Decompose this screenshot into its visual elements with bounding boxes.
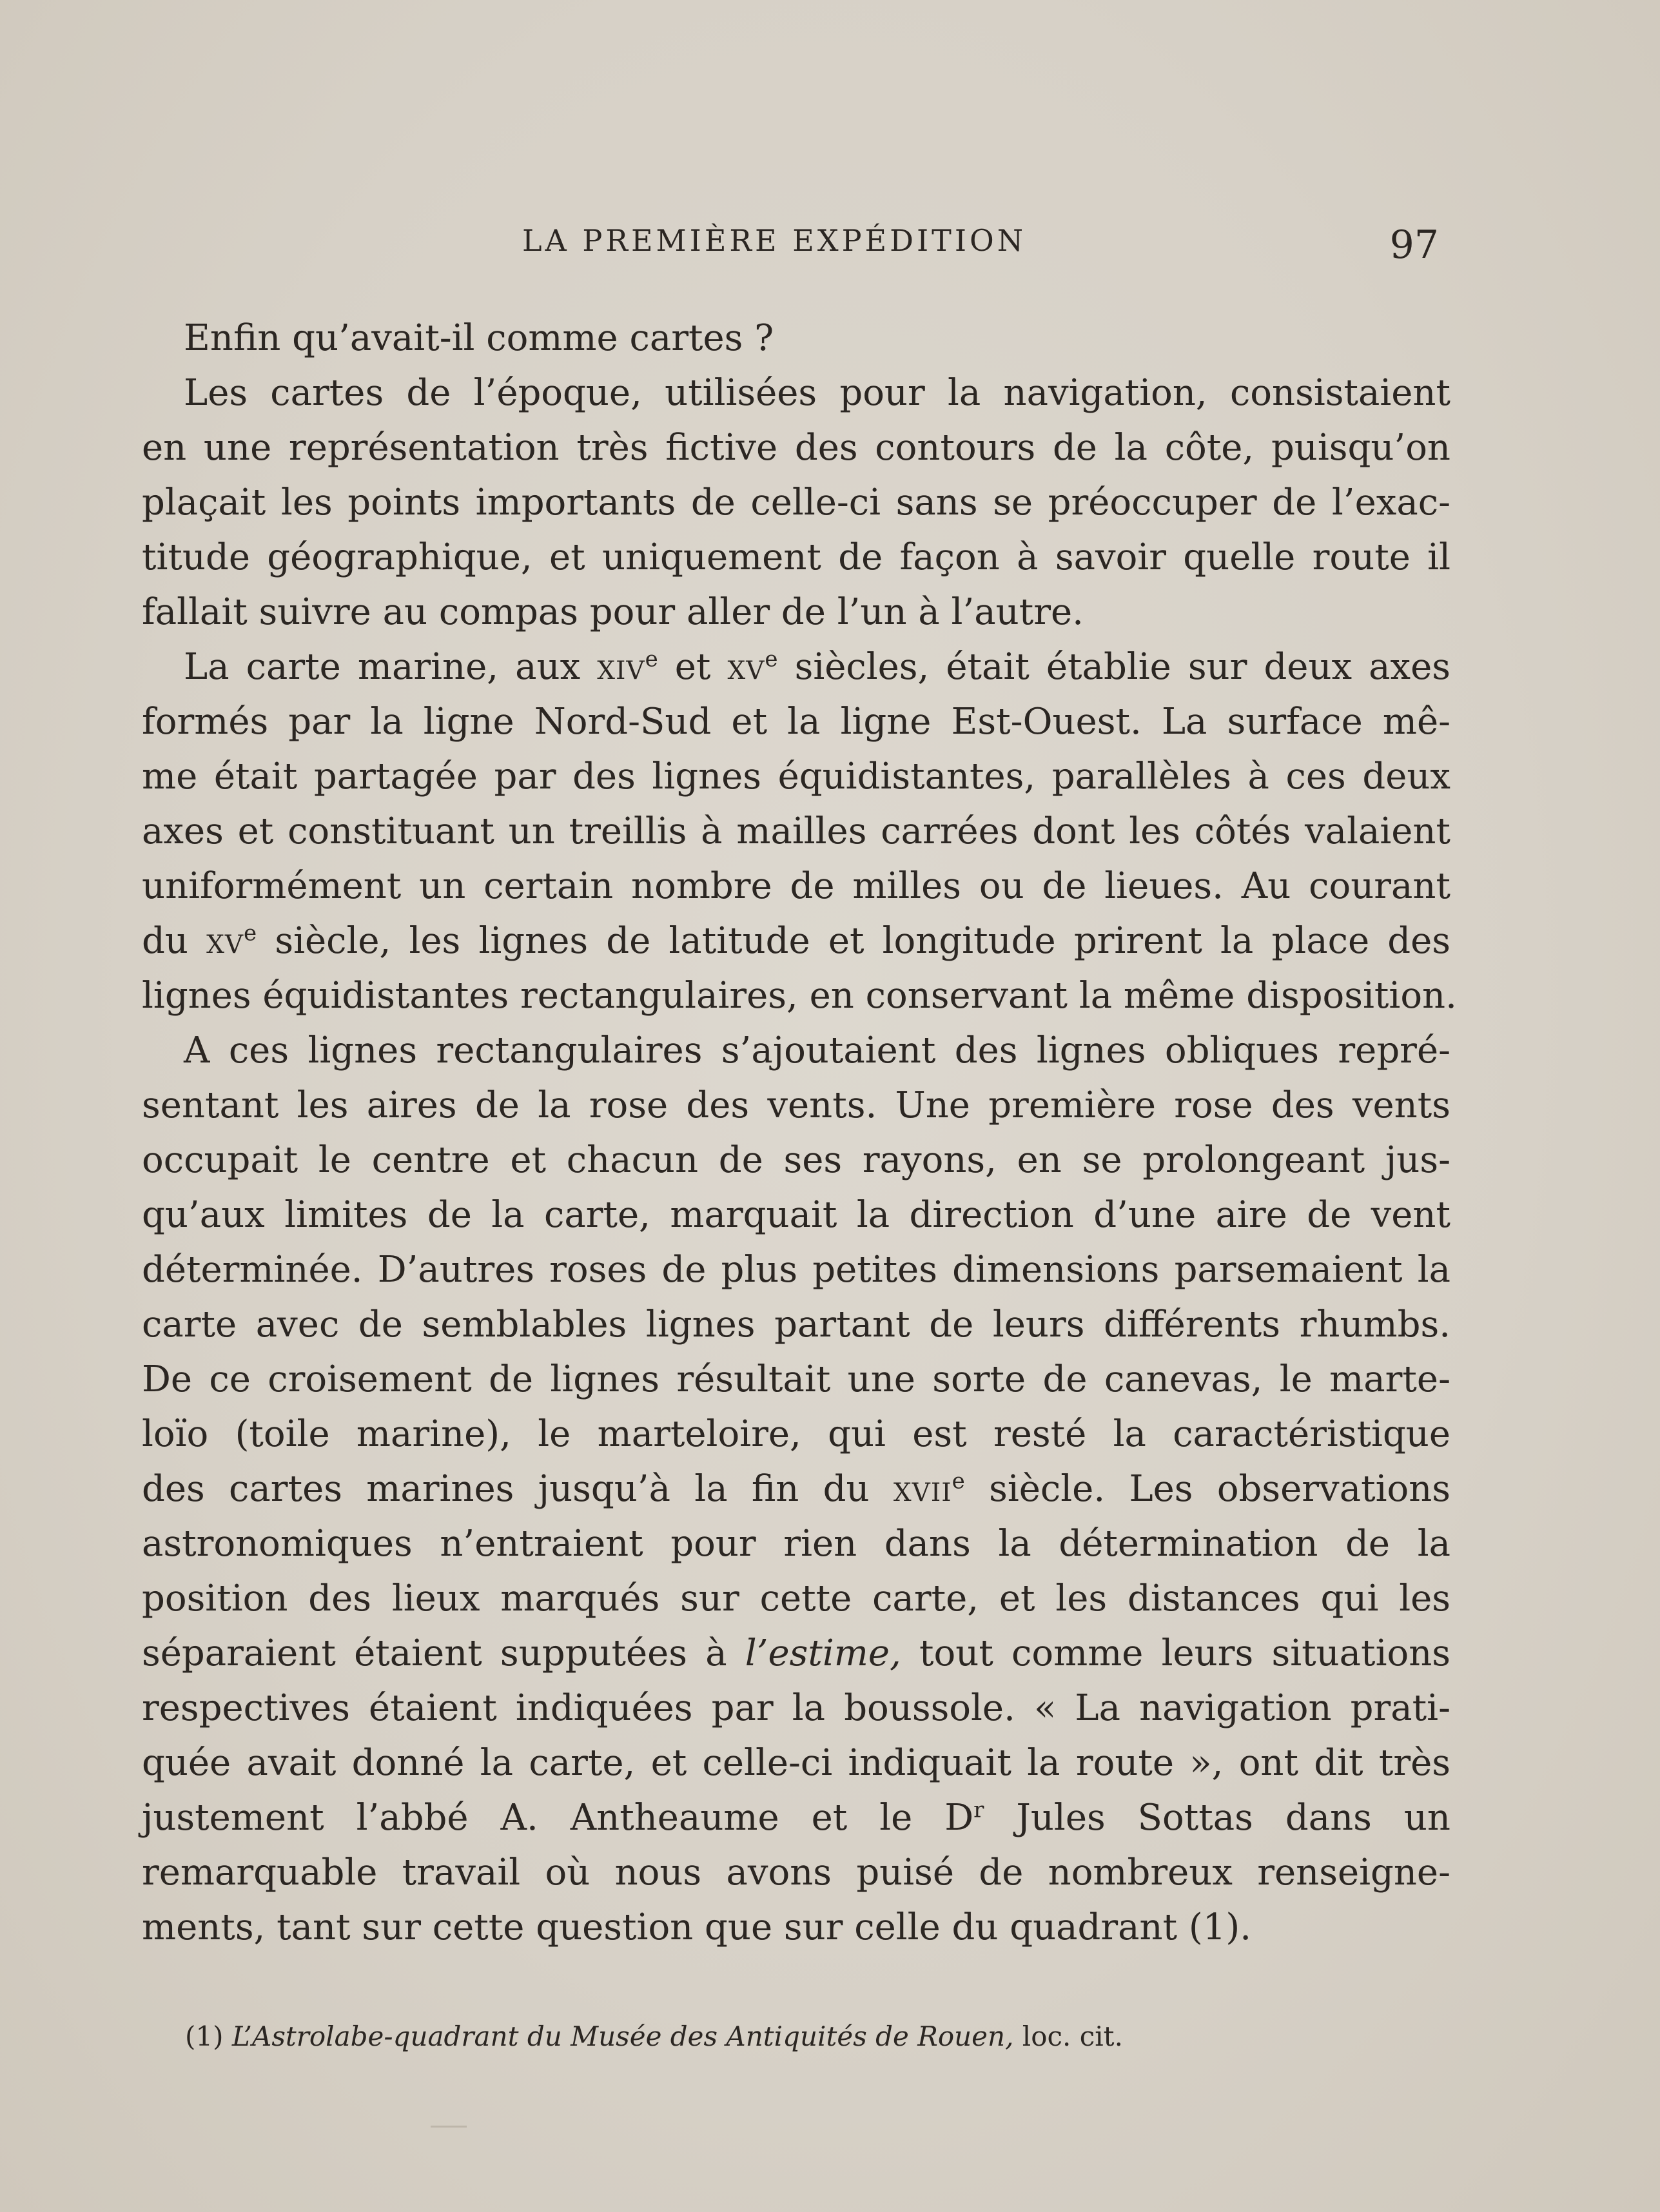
paragraph-4-line-9 [142, 1462, 1450, 1516]
text-segment: séparaient étaient supputées à [142, 1632, 745, 1674]
paragraph-4-line-7: De ce croisement de lignes résultait une sorte de canevas, le marte- [142, 1358, 1450, 1400]
paragraph-4-line-17: ments, tant sur cette question que sur celle du quadrant (1). [142, 1906, 1252, 1948]
century-numeral: xv [206, 920, 244, 962]
paragraph-3-line-2: formés par la ligne Nord-Sud et la ligne Est-Ouest. La surface mê- [142, 701, 1450, 743]
italic-term: l’estime, [745, 1632, 901, 1674]
paragraph-4-line-8: loïo (toile marine), le marteloire, qui est resté la caractéristique [142, 1413, 1450, 1455]
century-numeral: xvii [893, 1468, 952, 1510]
text-segment: La carte marine, aux [184, 646, 598, 688]
paragraph-2-line-4: titude géographique, et uniquement de façon à savoir quelle route il [142, 536, 1450, 578]
text-segment: tout comme leurs situations [901, 1632, 1450, 1674]
footnote-marker: (1) [185, 2021, 224, 2052]
text-segment: siècles, était établie sur deux axes [777, 646, 1451, 688]
paragraph-4-line-2: sentant les aires de la rose des vents. Une première rose des vents [142, 1084, 1450, 1126]
paragraph-3-line-1 [142, 640, 1450, 694]
text-segment: du [142, 920, 207, 962]
century-numeral: xiv [597, 646, 645, 688]
paragraph-2-line-1: Les cartes de l’époque, utilisées pour la navigation, consistaient [184, 372, 1450, 414]
paragraph-3-line-7: lignes équidistantes rectangulaires, en conservant la même disposition. [142, 975, 1457, 1017]
page-number: 97 [1389, 222, 1439, 268]
superscript: e [765, 646, 778, 672]
paragraph-3-line-4: axes et constituant un treillis à mailles carrées dont les côtés valaient [142, 810, 1450, 852]
paragraph-4-line-13: respectives étaient indiquées par la boussole. « La navigation prati- [142, 1687, 1450, 1729]
body-text [142, 311, 1457, 1955]
paragraph-3-line-3: me était partagée par des lignes équidistantes, parallèles à ces deux [142, 756, 1450, 798]
paragraph-4-line-6: carte avec de semblables lignes partant de leurs différents rhumbs. [142, 1304, 1450, 1346]
paragraph-2-line-2: en une représentation très fictive des contours de la côte, puisqu’on [142, 427, 1450, 469]
paragraph-4-line-5: déterminée. D’autres roses de plus petites dimensions parsemaient la [142, 1249, 1450, 1291]
text-segment: des cartes marines jusqu’à la fin du [142, 1468, 893, 1510]
text-segment: siècle, les lignes de latitude et longitude prirent la place des [257, 920, 1450, 962]
paragraph-3-line-6 [142, 914, 1450, 968]
superscript: r [973, 1797, 984, 1823]
running-head: LA PREMIÈRE EXPÉDITION [522, 223, 1026, 258]
text-segment: et [658, 646, 728, 688]
paragraph-4-line-16: remarquable travail où nous avons puisé de nombreux renseigne- [142, 1852, 1450, 1894]
page-smudge [431, 2126, 467, 2128]
text-segment: siècle. Les observations [964, 1468, 1451, 1510]
footnote-title: L’Astrolabe-quadrant du Musée des Antiquités de Rouen, [231, 2021, 1014, 2052]
superscript: e [244, 920, 257, 946]
paragraph-4-line-4: qu’aux limites de la carte, marquait la direction d’une aire de vent [142, 1194, 1450, 1236]
paragraph-1-line-1: Enfin qu’avait-il comme cartes ? [184, 317, 774, 359]
paragraph-2-line-3: plaçait les points importants de celle-ci sans se préoccuper de l’exac- [142, 482, 1450, 524]
superscript: e [952, 1468, 965, 1494]
paragraph-4-line-15 [142, 1790, 1450, 1845]
paragraph-4-line-11: position des lieux marqués sur cette carte, et les distances qui les [142, 1578, 1450, 1620]
paragraph-3-line-5: uniformément un certain nombre de milles ou de lieues. Au courant [142, 865, 1450, 907]
text-segment: Jules Sottas dans un [984, 1797, 1450, 1839]
paragraph-2-line-5: fallait suivre au compas pour aller de l’un à l’autre. [142, 591, 1084, 633]
paragraph-4-line-12 [142, 1626, 1450, 1681]
paragraph-4-line-3: occupait le centre et chacun de ses rayons, en se prolongeant jus- [142, 1139, 1450, 1181]
century-numeral: xv [727, 646, 765, 688]
paragraph-4-line-1: A ces lignes rectangulaires s’ajoutaient des lignes obliques repré- [184, 1030, 1450, 1072]
text-segment: justement l’abbé A. Antheaume et le D [142, 1797, 974, 1839]
footnote-citation: loc. cit. [1013, 2021, 1123, 2052]
paragraph-4-line-14: quée avait donné la carte, et celle-ci indiquait la route », ont dit très [142, 1742, 1450, 1784]
paragraph-4-line-10: astronomiques n’entraient pour rien dans la détermination de la [142, 1523, 1450, 1565]
superscript: e [645, 646, 658, 672]
footnote [185, 2023, 1123, 2050]
